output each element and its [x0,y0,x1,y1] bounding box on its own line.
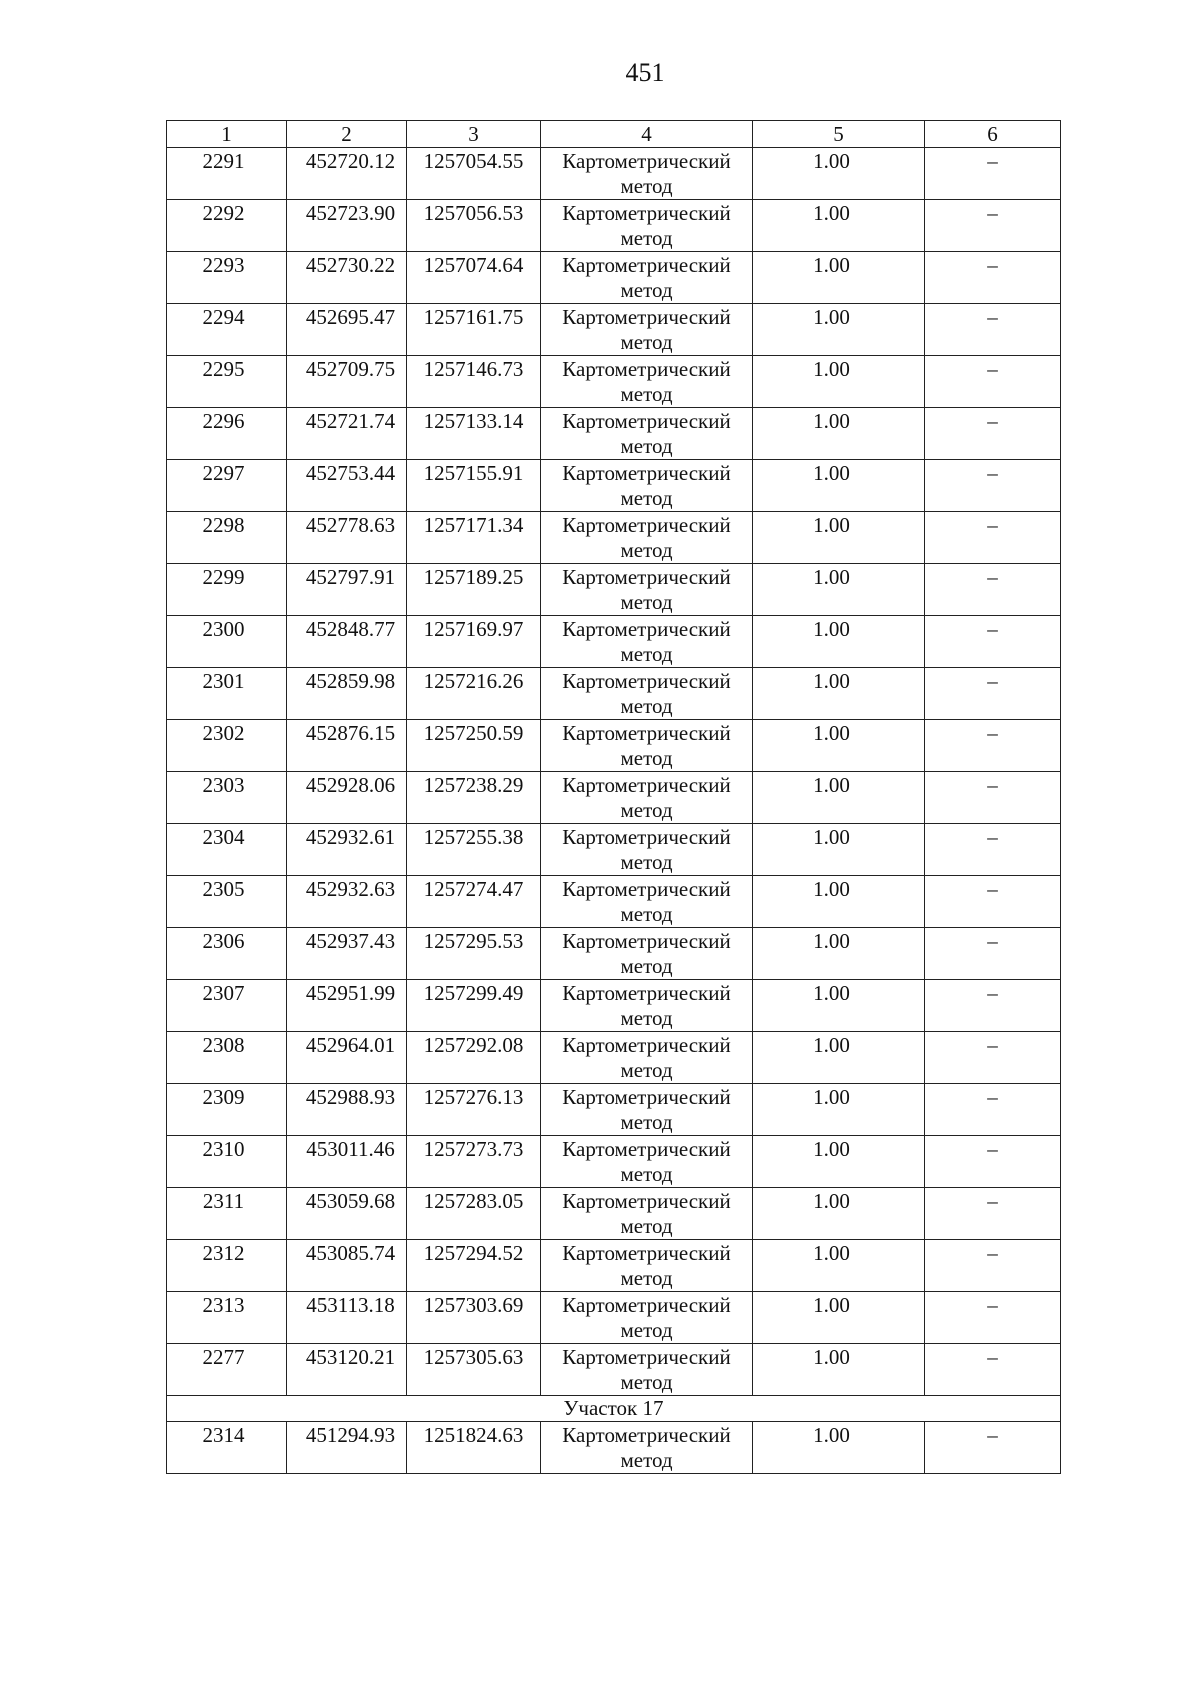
accuracy-cell: 1.00 [753,668,925,720]
method-cell [541,876,753,928]
method-line-2: метод [620,1448,673,1472]
point-number-cell: 2302 [167,720,287,772]
method-cell [541,408,753,460]
table-row [167,720,1061,772]
method-cell [541,252,753,304]
point-number-cell: 2312 [167,1240,287,1292]
x-coordinate-cell: 452964.01 [287,1032,407,1084]
y-coordinate-cell: 1257054.55 [407,148,541,200]
point-number-cell: 2300 [167,616,287,668]
method-line-2: метод [620,1370,673,1394]
method-cell [541,824,753,876]
accuracy-cell: 1.00 [753,408,925,460]
header-cell: 4 [541,121,753,148]
method-cell [541,720,753,772]
point-number-cell: 2305 [167,876,287,928]
x-coordinate-cell: 452951.99 [287,980,407,1032]
y-coordinate-cell: 1257295.53 [407,928,541,980]
method-line-1: Картометрический [562,825,731,849]
accuracy-cell: 1.00 [753,460,925,512]
header-cell: 5 [753,121,925,148]
y-coordinate-cell: 1257133.14 [407,408,541,460]
method-line-2: метод [620,1006,673,1030]
method-cell [541,148,753,200]
point-number-cell: 2310 [167,1136,287,1188]
table-row [167,1422,1061,1474]
table-row [167,1240,1061,1292]
method-line-2: метод [620,278,673,302]
note-cell: – [925,200,1061,252]
method-line-2: метод [620,642,673,666]
accuracy-cell: 1.00 [753,1292,925,1344]
point-number-cell: 2309 [167,1084,287,1136]
method-line-1: Картометрический [562,1189,731,1213]
x-coordinate-cell: 452797.91 [287,564,407,616]
x-coordinate-cell: 452928.06 [287,772,407,824]
method-line-1: Картометрический [562,253,731,277]
point-number-cell: 2314 [167,1422,287,1474]
x-coordinate-cell: 452721.74 [287,408,407,460]
point-number-cell: 2294 [167,304,287,356]
note-cell: – [925,980,1061,1032]
accuracy-cell: 1.00 [753,980,925,1032]
note-cell: – [925,1136,1061,1188]
point-number-cell: 2311 [167,1188,287,1240]
method-cell [541,200,753,252]
table-row [167,876,1061,928]
note-cell: – [925,616,1061,668]
note-cell: – [925,1292,1061,1344]
table-row [167,1032,1061,1084]
section-title: Участок 17 [167,1396,1061,1422]
note-cell: – [925,1422,1061,1474]
accuracy-cell: 1.00 [753,1032,925,1084]
method-line-2: метод [620,538,673,562]
accuracy-cell: 1.00 [753,1136,925,1188]
x-coordinate-cell: 452778.63 [287,512,407,564]
table-row [167,304,1061,356]
method-line-2: метод [620,1266,673,1290]
method-line-2: метод [620,1058,673,1082]
note-cell: – [925,1344,1061,1396]
x-coordinate-cell: 452932.61 [287,824,407,876]
note-cell: – [925,1240,1061,1292]
note-cell: – [925,564,1061,616]
y-coordinate-cell: 1257255.38 [407,824,541,876]
method-line-2: метод [620,694,673,718]
x-coordinate-cell: 452730.22 [287,252,407,304]
point-number-cell: 2292 [167,200,287,252]
table-row [167,824,1061,876]
table-row [167,928,1061,980]
method-line-1: Картометрический [562,1085,731,1109]
method-cell [541,928,753,980]
table-row [167,980,1061,1032]
accuracy-cell: 1.00 [753,304,925,356]
accuracy-cell: 1.00 [753,824,925,876]
point-number-cell: 2307 [167,980,287,1032]
table-row [167,148,1061,200]
note-cell: – [925,1188,1061,1240]
x-coordinate-cell: 452723.90 [287,200,407,252]
method-line-1: Картометрический [562,201,731,225]
x-coordinate-cell: 453113.18 [287,1292,407,1344]
point-number-cell: 2313 [167,1292,287,1344]
y-coordinate-cell: 1257155.91 [407,460,541,512]
table-row [167,1136,1061,1188]
method-cell [541,980,753,1032]
table-body [167,148,1061,1474]
table-row [167,252,1061,304]
method-line-2: метод [620,1318,673,1342]
accuracy-cell: 1.00 [753,1084,925,1136]
method-line-2: метод [620,954,673,978]
method-cell [541,304,753,356]
table-row [167,616,1061,668]
y-coordinate-cell: 1257238.29 [407,772,541,824]
coordinates-table [166,120,1061,1474]
method-line-1: Картометрический [562,565,731,589]
method-line-1: Картометрический [562,149,731,173]
x-coordinate-cell: 452932.63 [287,876,407,928]
method-cell [541,356,753,408]
x-coordinate-cell: 451294.93 [287,1422,407,1474]
y-coordinate-cell: 1257056.53 [407,200,541,252]
note-cell: – [925,772,1061,824]
table-row [167,668,1061,720]
note-cell: – [925,668,1061,720]
method-line-1: Картометрический [562,773,731,797]
method-line-1: Картометрический [562,721,731,745]
method-line-2: метод [620,850,673,874]
point-number-cell: 2301 [167,668,287,720]
method-line-2: метод [620,1110,673,1134]
point-number-cell: 2277 [167,1344,287,1396]
accuracy-cell: 1.00 [753,720,925,772]
table-row [167,460,1061,512]
table-row [167,1292,1061,1344]
x-coordinate-cell: 453085.74 [287,1240,407,1292]
table-row [167,200,1061,252]
y-coordinate-cell: 1257074.64 [407,252,541,304]
method-cell [541,512,753,564]
x-coordinate-cell: 452753.44 [287,460,407,512]
method-line-2: метод [620,226,673,250]
method-cell [541,616,753,668]
method-line-1: Картометрический [562,877,731,901]
y-coordinate-cell: 1257305.63 [407,1344,541,1396]
note-cell: – [925,460,1061,512]
method-cell [541,1240,753,1292]
method-line-1: Картометрический [562,513,731,537]
method-line-1: Картометрический [562,929,731,953]
y-coordinate-cell: 1257276.13 [407,1084,541,1136]
accuracy-cell: 1.00 [753,1422,925,1474]
table-row [167,1188,1061,1240]
y-coordinate-cell: 1257294.52 [407,1240,541,1292]
table-row [167,512,1061,564]
note-cell: – [925,304,1061,356]
header-cell: 3 [407,121,541,148]
y-coordinate-cell: 1257273.73 [407,1136,541,1188]
point-number-cell: 2293 [167,252,287,304]
y-coordinate-cell: 1251824.63 [407,1422,541,1474]
method-cell [541,772,753,824]
method-line-1: Картометрический [562,1137,731,1161]
x-coordinate-cell: 452859.98 [287,668,407,720]
method-line-2: метод [620,174,673,198]
method-line-2: метод [620,1214,673,1238]
point-number-cell: 2299 [167,564,287,616]
y-coordinate-cell: 1257189.25 [407,564,541,616]
y-coordinate-cell: 1257299.49 [407,980,541,1032]
accuracy-cell: 1.00 [753,772,925,824]
method-cell [541,564,753,616]
y-coordinate-cell: 1257169.97 [407,616,541,668]
point-number-cell: 2304 [167,824,287,876]
method-cell [541,1032,753,1084]
table-row [167,1344,1061,1396]
method-line-1: Картометрический [562,1033,731,1057]
method-cell [541,460,753,512]
y-coordinate-cell: 1257216.26 [407,668,541,720]
point-number-cell: 2308 [167,1032,287,1084]
x-coordinate-cell: 452876.15 [287,720,407,772]
x-coordinate-cell: 452709.75 [287,356,407,408]
note-cell: – [925,512,1061,564]
method-cell [541,1292,753,1344]
header-cell: 1 [167,121,287,148]
x-coordinate-cell: 452848.77 [287,616,407,668]
y-coordinate-cell: 1257283.05 [407,1188,541,1240]
x-coordinate-cell: 452695.47 [287,304,407,356]
point-number-cell: 2298 [167,512,287,564]
table-row [167,564,1061,616]
point-number-cell: 2295 [167,356,287,408]
y-coordinate-cell: 1257146.73 [407,356,541,408]
y-coordinate-cell: 1257274.47 [407,876,541,928]
method-line-1: Картометрический [562,461,731,485]
x-coordinate-cell: 453011.46 [287,1136,407,1188]
method-line-1: Картометрический [562,1241,731,1265]
y-coordinate-cell: 1257292.08 [407,1032,541,1084]
accuracy-cell: 1.00 [753,252,925,304]
table-row [167,772,1061,824]
table-row [167,408,1061,460]
method-cell [541,668,753,720]
point-number-cell: 2291 [167,148,287,200]
method-line-1: Картометрический [562,1293,731,1317]
point-number-cell: 2296 [167,408,287,460]
method-line-1: Картометрический [562,305,731,329]
method-cell [541,1136,753,1188]
method-line-2: метод [620,382,673,406]
note-cell: – [925,356,1061,408]
method-line-1: Картометрический [562,409,731,433]
header-row [167,121,1061,148]
page-number: 451 [625,58,665,87]
method-line-2: метод [620,902,673,926]
method-line-2: метод [620,434,673,458]
y-coordinate-cell: 1257171.34 [407,512,541,564]
point-number-cell: 2297 [167,460,287,512]
note-cell: – [925,1084,1061,1136]
method-line-2: метод [620,746,673,770]
method-cell [541,1422,753,1474]
accuracy-cell: 1.00 [753,1240,925,1292]
x-coordinate-cell: 452720.12 [287,148,407,200]
x-coordinate-cell: 452988.93 [287,1084,407,1136]
accuracy-cell: 1.00 [753,148,925,200]
table-row [167,1084,1061,1136]
note-cell: – [925,148,1061,200]
method-line-1: Картометрический [562,617,731,641]
accuracy-cell: 1.00 [753,616,925,668]
y-coordinate-cell: 1257161.75 [407,304,541,356]
method-line-1: Картометрический [562,669,731,693]
header-cell: 2 [287,121,407,148]
note-cell: – [925,408,1061,460]
accuracy-cell: 1.00 [753,1188,925,1240]
x-coordinate-cell: 453059.68 [287,1188,407,1240]
method-line-1: Картометрический [562,981,731,1005]
point-number-cell: 2303 [167,772,287,824]
note-cell: – [925,824,1061,876]
method-cell [541,1188,753,1240]
method-line-1: Картометрический [562,1345,731,1369]
method-line-1: Картометрический [562,357,731,381]
method-line-2: метод [620,590,673,614]
accuracy-cell: 1.00 [753,200,925,252]
accuracy-cell: 1.00 [753,1344,925,1396]
accuracy-cell: 1.00 [753,928,925,980]
method-cell [541,1084,753,1136]
method-line-1: Картометрический [562,1423,731,1447]
method-cell [541,1344,753,1396]
y-coordinate-cell: 1257250.59 [407,720,541,772]
note-cell: – [925,1032,1061,1084]
y-coordinate-cell: 1257303.69 [407,1292,541,1344]
header-cell: 6 [925,121,1061,148]
x-coordinate-cell: 453120.21 [287,1344,407,1396]
note-cell: – [925,252,1061,304]
note-cell: – [925,720,1061,772]
note-cell: – [925,928,1061,980]
accuracy-cell: 1.00 [753,512,925,564]
section-row [167,1396,1061,1422]
table-row [167,356,1061,408]
method-line-2: метод [620,798,673,822]
method-line-2: метод [620,330,673,354]
point-number-cell: 2306 [167,928,287,980]
accuracy-cell: 1.00 [753,564,925,616]
note-cell: – [925,876,1061,928]
accuracy-cell: 1.00 [753,876,925,928]
x-coordinate-cell: 452937.43 [287,928,407,980]
method-line-2: метод [620,1162,673,1186]
table-header [167,121,1061,148]
method-line-2: метод [620,486,673,510]
accuracy-cell: 1.00 [753,356,925,408]
